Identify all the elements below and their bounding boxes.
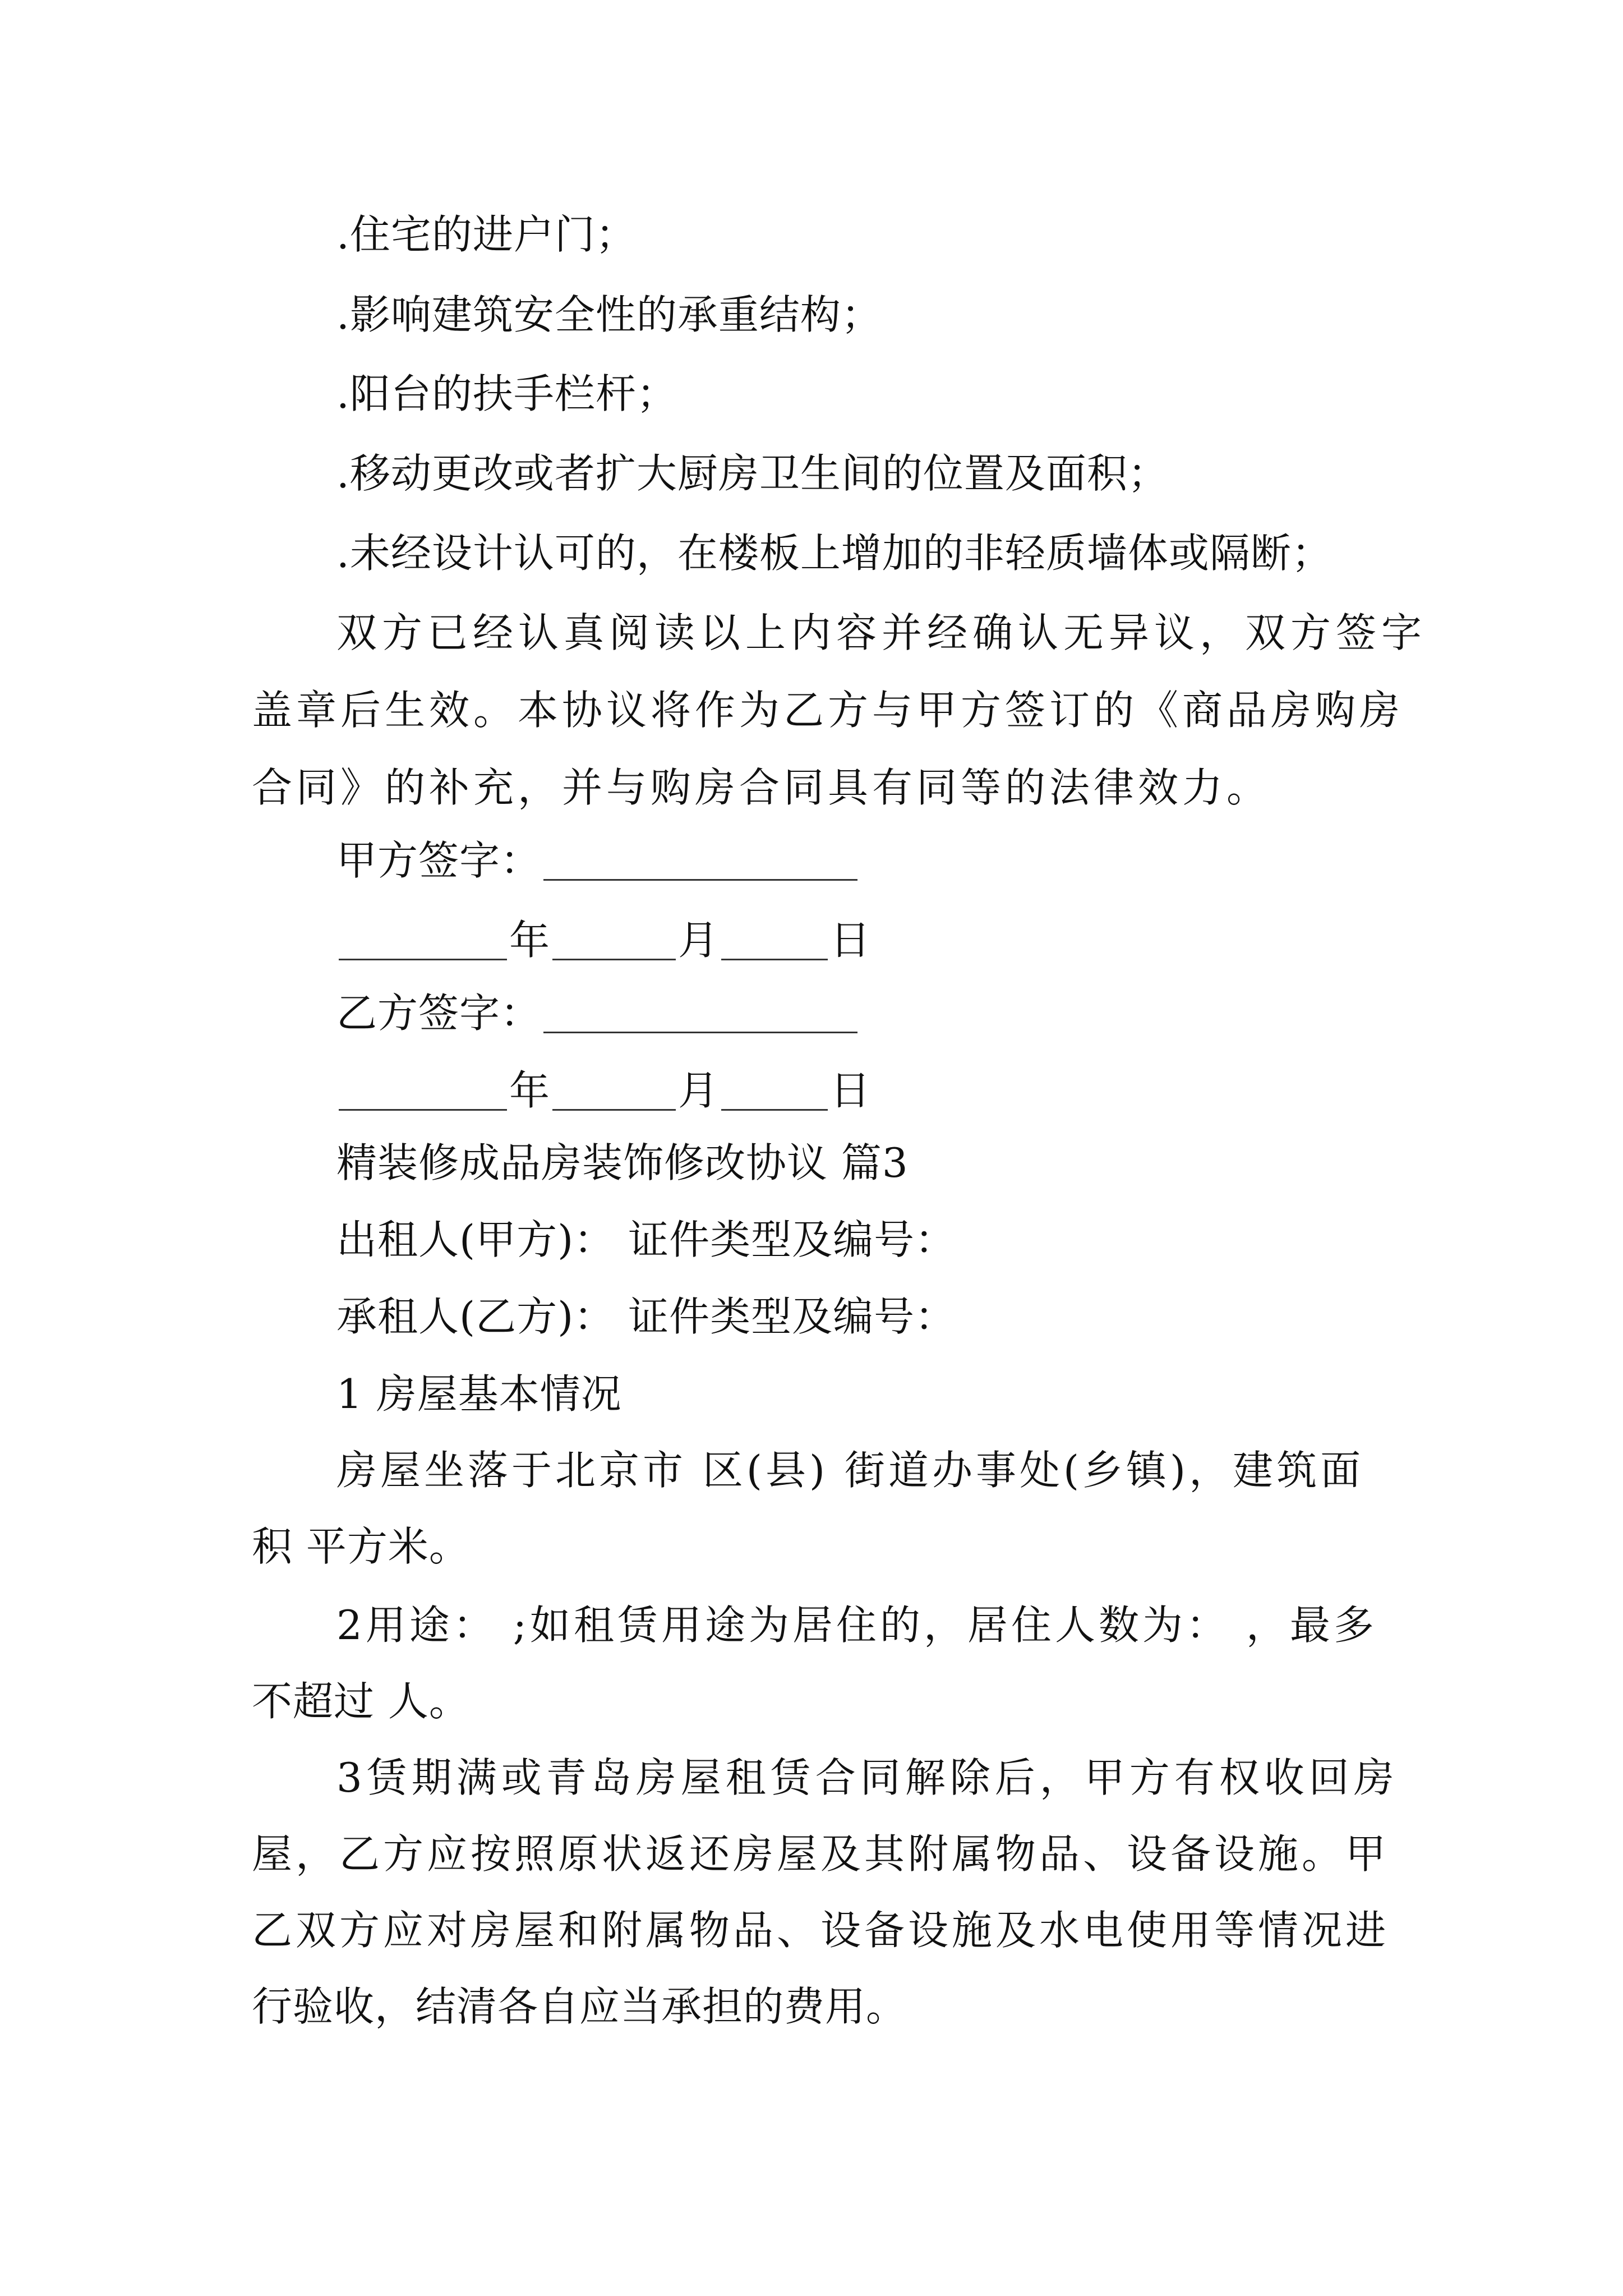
paragraph-line: 2用途： ;如租赁用途为居住的，居住人数为： ，最多 [336,1602,1377,1649]
list-item: .移动更改或者扩大厨房卫生间的位置及面积； [336,450,1169,497]
section-heading: 精装修成品房装饰修改协议 篇3 [336,1139,909,1186]
month-label: 月 [678,1067,720,1114]
signature-blank[interactable] [543,998,857,1033]
month-blank[interactable] [552,1075,676,1111]
year-label: 年 [509,917,551,964]
paragraph-line: 3赁期满或青岛房屋租赁合同解除后，甲方有权收回房 [336,1754,1399,1801]
paragraph-line: 盖章后生效。本协议将作为乙方与甲方签订的《商品房购房 [252,687,1404,734]
list-item: .住宅的进户门； [336,211,637,258]
signature-blank[interactable] [543,845,857,881]
section-title: 1 房屋基本情况 [336,1370,622,1418]
list-item: .未经设计认可的，在楼板上增加的非轻质墙体或隔断； [336,530,1332,577]
month-label: 月 [678,917,720,964]
year-blank[interactable] [339,1075,507,1111]
paragraph-line: 合同》的补充，并与购房合同具有同等的法律效力。 [252,764,1271,811]
paragraph-line: 双方已经认真阅读以上内容并经确认无异议，双方签字 [336,609,1427,656]
party-b-date [336,1067,872,1114]
day-blank[interactable] [721,1075,828,1111]
lessor-line: 出租人(甲方)： 证件类型及编号： [336,1216,956,1263]
year-blank[interactable] [339,925,507,960]
paragraph-line: 屋，乙方应按照原状返还房屋及其附属物品、设备设施。甲 [252,1830,1390,1878]
paragraph-line: 房屋坐落于北京市 区(县) 街道办事处(乡镇)，建筑面 [336,1447,1364,1494]
party-a-signature [336,837,860,884]
month-blank[interactable] [552,925,676,960]
list-item: .影响建筑安全性的承重结构； [336,291,882,338]
party-a-date [336,917,872,964]
paragraph-line: 不超过 人。 [252,1678,470,1725]
paragraph-line: 乙双方应对房屋和附属物品、设备设施及水电使用等情况进 [252,1907,1390,1954]
lessee-line: 承租人(乙方)： 证件类型及编号： [336,1293,956,1340]
party-b-label: 乙方签字： [336,990,542,1037]
year-label: 年 [509,1067,551,1114]
day-blank[interactable] [721,925,828,960]
paragraph-line: 行验收，结清各自应当承担的费用。 [252,1983,907,2030]
party-a-label: 甲方签字： [336,837,542,884]
party-b-signature [336,990,860,1037]
list-item: .阳台的扶手栏杆； [336,370,677,417]
day-label: 日 [830,917,872,964]
paragraph-line: 积 平方米。 [252,1523,470,1570]
day-label: 日 [830,1067,872,1114]
